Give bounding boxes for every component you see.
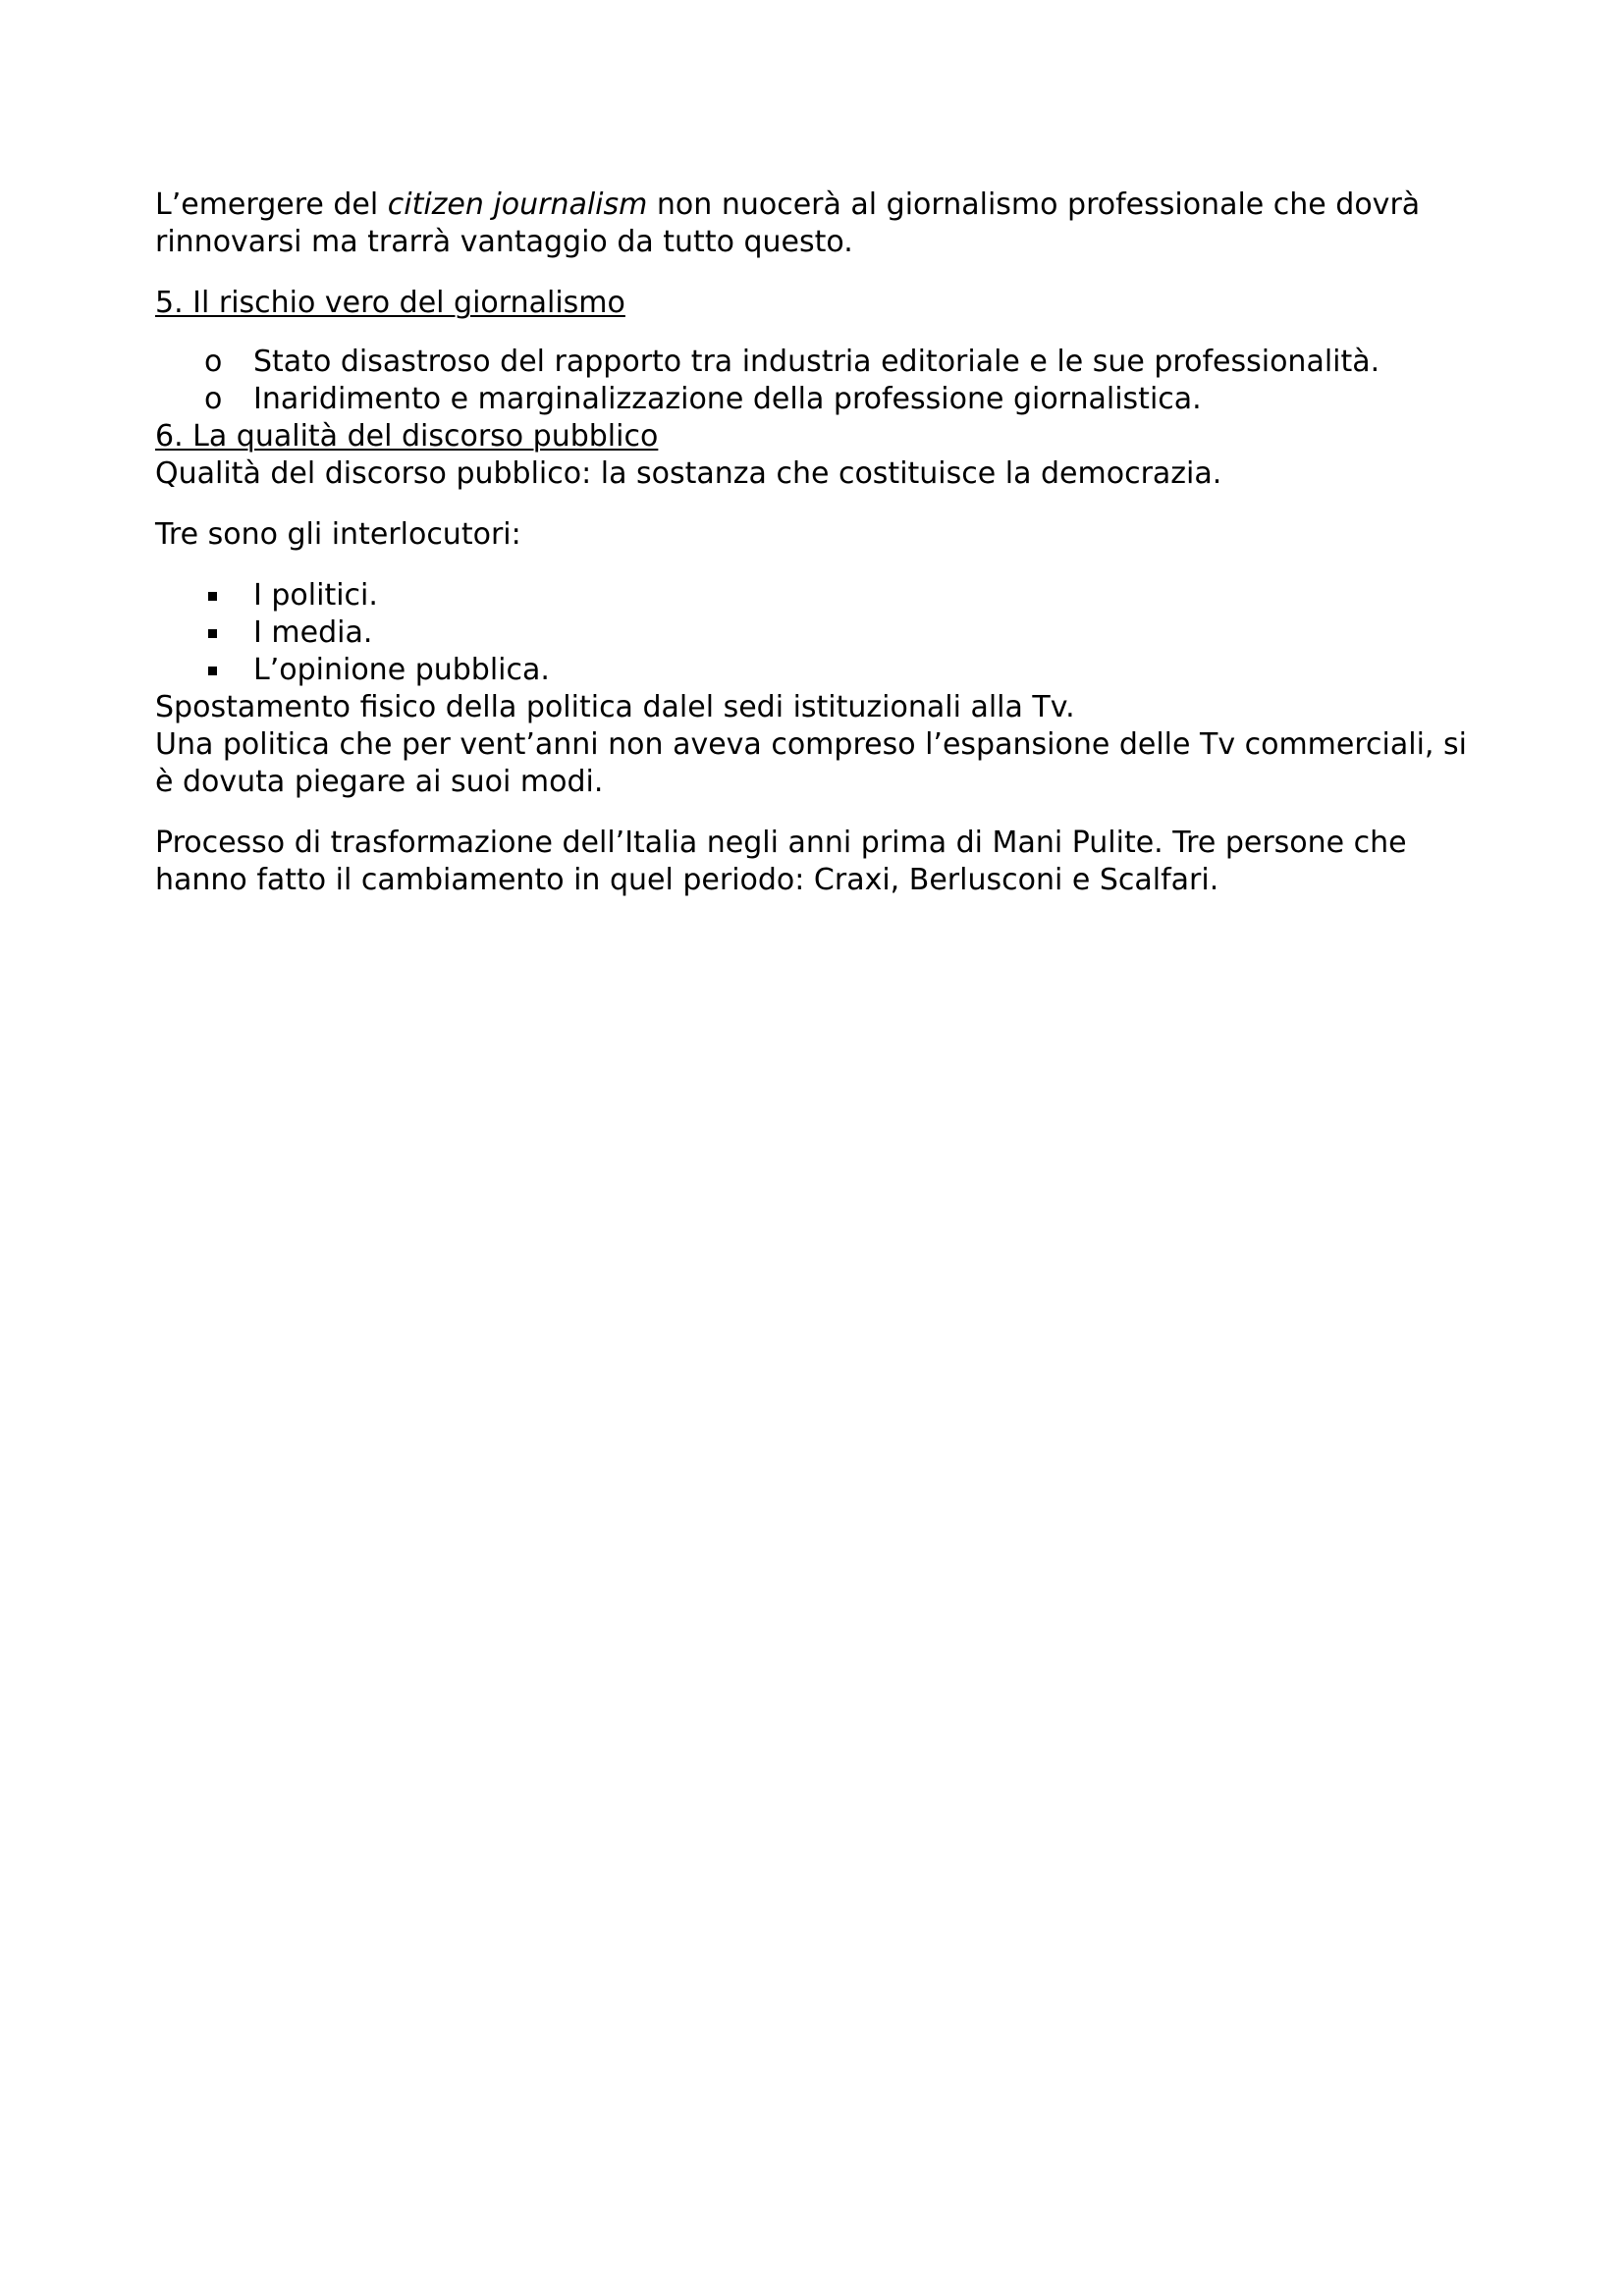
interlocutors-list bbox=[155, 577, 1471, 689]
square-bullet-icon bbox=[208, 667, 217, 675]
square-bullet-icon bbox=[208, 592, 217, 601]
intro-text-pre: L’emergere del bbox=[155, 187, 388, 222]
list-item bbox=[155, 381, 1471, 418]
intro-italic-term: citizen journalism bbox=[387, 187, 648, 222]
list-item bbox=[155, 577, 1471, 614]
circle-bullet-icon: o bbox=[204, 382, 223, 416]
list-item bbox=[155, 614, 1471, 652]
intro-paragraph bbox=[155, 187, 1471, 261]
section-5-list bbox=[155, 344, 1471, 418]
interlocutors-paragraph: Tre sono gli interlocutori: bbox=[155, 517, 521, 552]
list-item bbox=[155, 344, 1471, 381]
spostamento-paragraph-line2: Una politica che per vent’anni non aveva compreso l’espansione delle Tv commerciali, si è dovuta piegare ai suoi modi. bbox=[155, 727, 1467, 799]
section-5-heading: 5. Il rischio vero del giornalismo bbox=[155, 286, 625, 320]
quality-paragraph: Qualità del discorso pubblico: la sostanza che costituisce la democrazia. bbox=[155, 456, 1222, 491]
square-bullet-icon bbox=[208, 629, 217, 638]
list-item-text: Stato disastroso del rapporto tra industria editoriale e le sue professionalità. bbox=[253, 345, 1380, 379]
list-item-text: Inaridimento e marginalizzazione della professione giornalistica. bbox=[253, 382, 1202, 416]
spostamento-paragraph-line1: Spostamento fisico della politica dalel sedi istituzionali alla Tv. bbox=[155, 690, 1075, 724]
list-item bbox=[155, 652, 1471, 689]
processo-paragraph: Processo di trasformazione dell’Italia negli anni prima di Mani Pulite. Tre persone che hanno fatto il cambiamento in quel periodo: Craxi, Berlusconi e Scalfari. bbox=[155, 826, 1407, 897]
section-6-heading: 6. La qualità del discorso pubblico bbox=[155, 419, 659, 454]
list-item-text: I politici. bbox=[253, 578, 378, 613]
intro-text-post: non nuocerà al giornalismo professionale che dovrà rinnovarsi ma trarrà vantaggio da tutto questo. bbox=[155, 187, 1421, 259]
list-item-text: L’opinione pubblica. bbox=[253, 653, 550, 687]
circle-bullet-icon: o bbox=[204, 345, 223, 379]
page-content bbox=[155, 187, 1471, 899]
list-item-text: I media. bbox=[253, 615, 373, 650]
